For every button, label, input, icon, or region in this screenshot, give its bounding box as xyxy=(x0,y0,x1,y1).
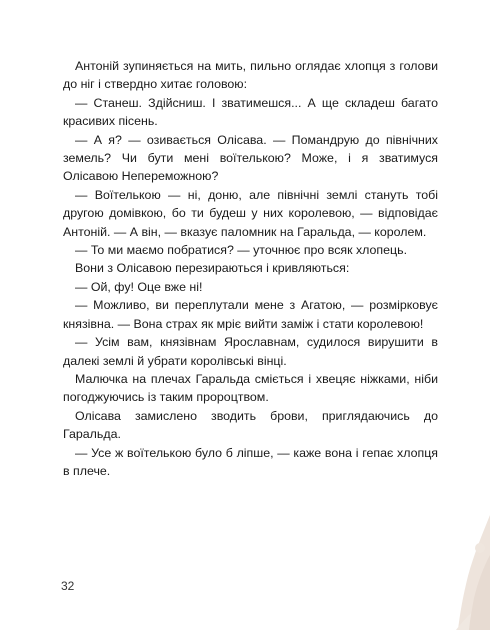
page-number: 32 xyxy=(61,579,75,593)
paragraph-9: — Усім вам, князівнам Ярославнам, судилося вирушити в далекі землі й убрати королівські вінці. xyxy=(63,335,438,368)
paragraph-12: — Усе ж воїтелькою було б ліпше, — каже вона і гепає хлопця в плече. xyxy=(63,445,438,478)
paragraph-3: — А я? — озивається Олісава. — Помандрую до північних земель? Чи бути мені воїтелькою? Може, і я зватимуся Олісавою Непереможною? xyxy=(63,132,438,184)
paragraph-4: — Воїтелькою — ні, доню, але північні землі стануть тобі другою домівкою, бо ти будеш у них королевою, — відповідає Антоній. — А він, — вказує паломник на Гаральда, — королем. xyxy=(63,187,438,239)
decorative-corner-icon xyxy=(420,480,490,630)
paragraph-2: — Станеш. Здійсниш. І зватимешся... А ще складеш багато красивих пісень. xyxy=(63,95,438,129)
paragraph-10: Малючка на плечах Гаральда сміється і хвецяє ніжками, ніби погоджуючись із таким пророцтвом. xyxy=(63,371,438,405)
paragraph-6: Вони з Олісавою перезираються і кривляються: xyxy=(75,261,350,276)
text-block xyxy=(63,57,438,480)
paragraph-1: Антоній зупиняється на мить, пильно оглядає хлопця з голови до ніг і ствердно хитає головою: xyxy=(63,59,438,92)
paragraph-11: Олісава замислено зводить брови, приглядаючись до Гаральда. xyxy=(63,408,438,442)
paragraph-5: — То ми маємо побратися? — уточнює про всяк хлопець. xyxy=(75,243,408,258)
paragraph-7: — Ой, фу! Оце вже ні! xyxy=(75,279,203,294)
paragraph-8: — Можливо, ви переплутали мене з Агатою, — розмірковує князівна. — Вона страх як мріє вийти заміж і стати королевою! xyxy=(63,298,438,331)
